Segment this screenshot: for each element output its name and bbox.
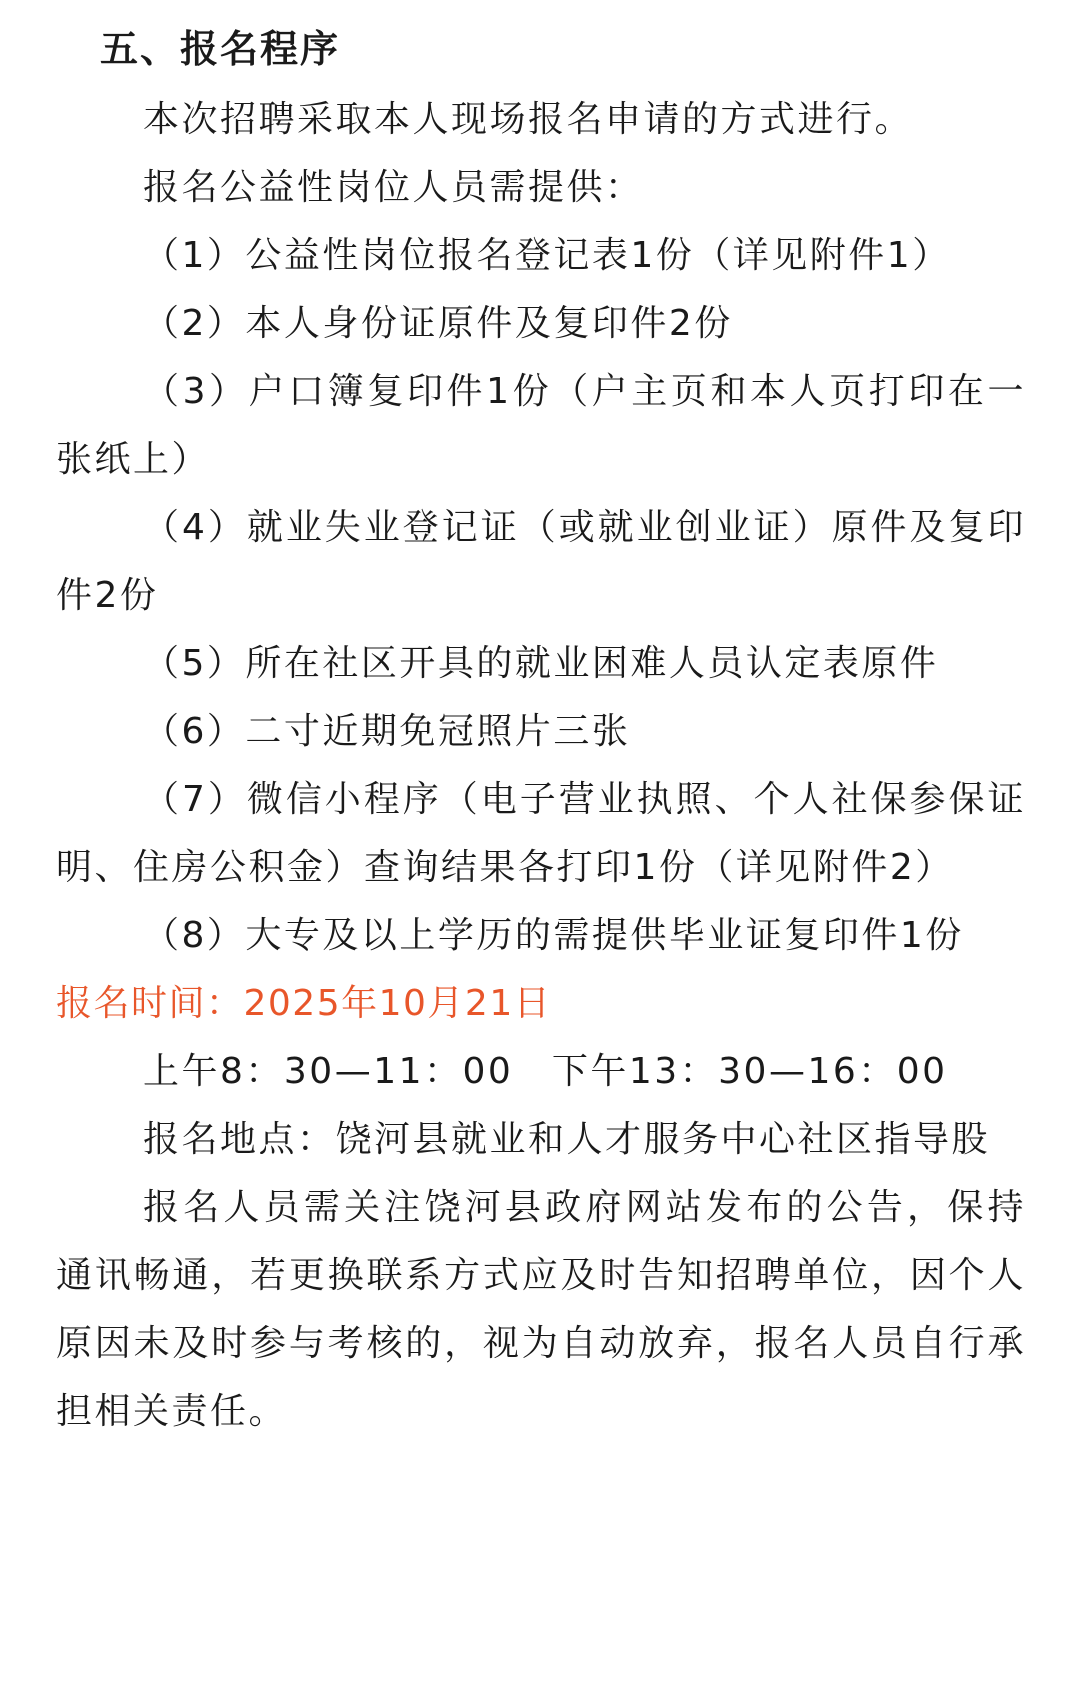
registration-location: 报名地点：饶河县就业和人才服务中心社区指导股 — [143, 1119, 991, 1160]
section-heading: 五、报名程序 — [100, 27, 341, 71]
material-item-3: （3）户口簿复印件1份（户主页和本人页打印在一张纸上） — [56, 371, 1026, 480]
notice-paragraph: 报名人员需关注饶河县政府网站发布的公告，保持通讯畅通，若更换联系方式应及时告知招聘单位，因个人原因未及时参与考核的，视为自动放弃，报名人员自行承担相关责任。 — [56, 1187, 1026, 1432]
material-item-2: （2）本人身份证原件及复印件2份 — [143, 303, 733, 344]
material-item-7: （7）微信小程序（电子营业执照、个人社保参保证明、住房公积金）查询结果各打印1份（详见附件2） — [56, 779, 1026, 888]
materials-title: 报名公益性岗位人员需提供： — [143, 167, 644, 208]
material-item-8: （8）大专及以上学历的需提供毕业证复印件1份 — [143, 915, 964, 956]
registration-time: 报名时间：2025年10月21日 — [56, 983, 552, 1024]
material-item-6: （6）二寸近期免冠照片三张 — [143, 711, 631, 752]
intro-paragraph: 本次招聘采取本人现场报名申请的方式进行。 — [143, 99, 914, 140]
article-body — [56, 12, 1026, 1446]
material-item-5: （5）所在社区开具的就业困难人员认定表原件 — [143, 643, 939, 684]
registration-time-slots: 上午8：30—11：00 下午13：30—16：00 — [143, 1051, 948, 1092]
material-item-1: （1）公益性岗位报名登记表1份（详见附件1） — [143, 235, 951, 276]
material-item-4: （4）就业失业登记证（或就业创业证）原件及复印件2份 — [56, 507, 1026, 616]
